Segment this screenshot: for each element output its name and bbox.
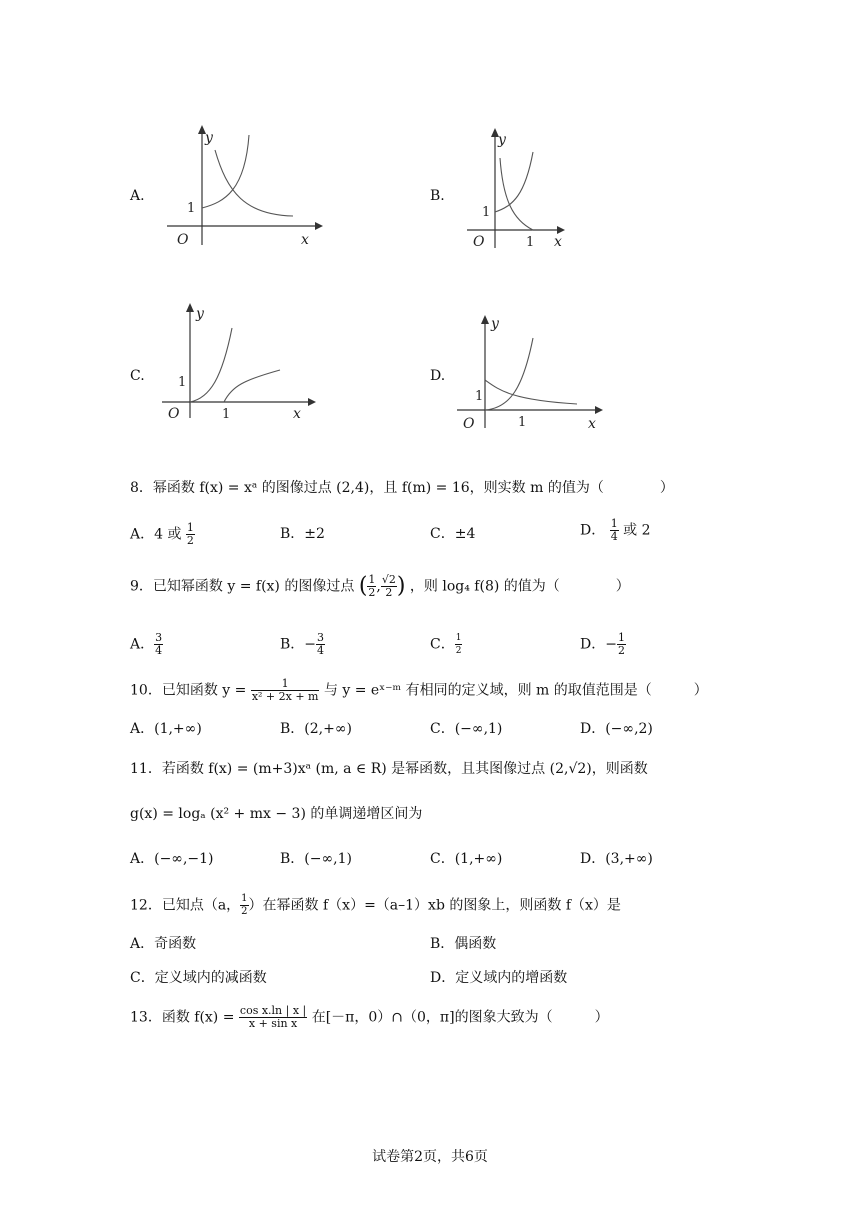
graph-b <box>465 120 575 254</box>
option-label-c: C. <box>130 368 145 384</box>
question-9-option-d: D．− $\frac{1}{2}$ <box>580 631 625 657</box>
option-label-a: A. <box>130 188 145 204</box>
y-axis-label: y <box>205 130 213 146</box>
stem-text: 9．已知幂函数 y = f(x) 的图像过点 <box>130 578 355 595</box>
question-8-stem: 8．幂函数 f(x) = xᵃ 的图像过点 (2,4)，且 f(m) = 16，则实数 m 的值为（ ） <box>130 480 674 496</box>
y-axis-label: y <box>498 132 506 148</box>
y-tick-label: 1 <box>482 205 491 220</box>
question-11-option-c: C．(1,+∞) <box>430 851 503 867</box>
fraction: $\frac{1}{\text{x² + 2x + m}}$ <box>251 677 319 703</box>
origin-label: O <box>463 416 475 432</box>
x-axis-label: x <box>293 406 301 422</box>
y-tick-label: 1 <box>178 375 187 390</box>
question-13-stem <box>130 1005 609 1030</box>
question-9-option-b: B．− $\frac{3}{4}$ <box>280 631 325 657</box>
question-12-option-b: B．偶函数 <box>430 936 497 952</box>
graph-c <box>160 298 320 430</box>
page-footer: 试卷第2页，共6页 <box>372 1149 488 1165</box>
question-10-stem <box>130 678 708 703</box>
question-10-option-a: A．(1,+∞) <box>130 721 202 737</box>
question-9-stem: 9．已知幂函数 y = f(x) 的图像过点 ( $\frac{1}{2}$ , $\frac{√2}{2}$ ) ，则 log₄ f(8) 的值为（ ） <box>130 573 630 599</box>
option-label-d: D. <box>430 368 446 384</box>
x-tick-label: 1 <box>526 235 535 250</box>
question-8-option-a <box>130 522 195 547</box>
origin-label: O <box>473 234 485 250</box>
question-12-stem <box>130 893 621 918</box>
question-9-option-a: A． $\frac{3}{4}$ <box>130 631 163 657</box>
stem-text: ）在幂函数 f（x）=（a–1）xb 的图象上，则函数 f（x）是 <box>248 897 621 914</box>
question-12-option-c: C．定义域内的减函数 <box>130 970 267 986</box>
option-tail: 或 2 <box>623 522 651 539</box>
stem-text: 13．函数 f(x) = <box>130 1009 235 1026</box>
graph-a <box>165 120 325 254</box>
option-label-b: B. <box>430 188 445 204</box>
fraction: $\frac{1}{2}$ <box>241 893 248 917</box>
stem-text: 12．已知点（a， <box>130 897 241 914</box>
stem-text: 与 y = eˣ⁻ᵐ 有相同的定义域，则 m 的取值范围是（ ） <box>323 682 708 699</box>
origin-label: O <box>177 232 189 248</box>
x-tick-label: 1 <box>222 407 231 422</box>
question-11-option-a: A．(−∞,−1) <box>130 851 214 867</box>
question-10-option-d: D．(−∞,2) <box>580 721 653 737</box>
option-text: D． <box>580 522 606 539</box>
question-12-option-a: A．奇函数 <box>130 936 197 952</box>
x-axis-label: x <box>301 232 309 248</box>
stem-text: 10．已知函数 y = <box>130 682 247 699</box>
question-11-line-1: 11．若函数 f(x) = (m+3)xᵃ (m, a ∈ R) 是幂函数，且其图像过点 (2,√2)，则函数 <box>130 761 648 777</box>
x-axis-label: x <box>588 416 596 432</box>
graph-d <box>455 308 615 440</box>
fraction: $\frac{1}{2}$ <box>368 573 376 599</box>
question-12-option-d: D．定义域内的增函数 <box>430 970 568 986</box>
stem-text: ，则 log₄ f(8) 的值为（ ） <box>409 578 630 595</box>
option-text: A．4 或 <box>130 526 182 543</box>
origin-label: O <box>168 406 180 422</box>
question-11-option-d: D．(3,+∞) <box>580 851 653 867</box>
x-axis-label: x <box>554 234 562 250</box>
question-10-option-b: B．(2,+∞) <box>280 721 352 737</box>
question-8-option-d <box>580 518 651 543</box>
stem-text: 在[－π，0）∩（0，π]的图象大致为（ ） <box>311 1009 609 1026</box>
fraction: $\frac{\text{cos x.ln | x |}}{\text{x + sin x}}$ <box>239 1004 307 1030</box>
question-10-option-c: C．(−∞,1) <box>430 721 503 737</box>
y-tick-label: 1 <box>187 201 196 216</box>
question-8-option-c: C．±4 <box>430 526 476 542</box>
fraction: $\frac{1}{4}$ <box>610 517 618 543</box>
question-11-option-b: B．(−∞,1) <box>280 851 352 867</box>
question-8-option-b: B．±2 <box>280 526 325 542</box>
question-11-line-2: g(x) = logₐ (x² + mx − 3) 的单调递增区间为 <box>130 806 423 822</box>
question-9-option-c: C． $\frac{1}{2}$ <box>430 633 462 656</box>
y-axis-label: y <box>196 306 204 322</box>
fraction: $\frac{√2}{2}$ <box>381 573 396 599</box>
y-tick-label: 1 <box>475 389 484 404</box>
fraction: $\frac{1}{2}$ <box>186 521 194 547</box>
y-axis-label: y <box>491 316 499 332</box>
x-tick-label: 1 <box>518 415 527 430</box>
